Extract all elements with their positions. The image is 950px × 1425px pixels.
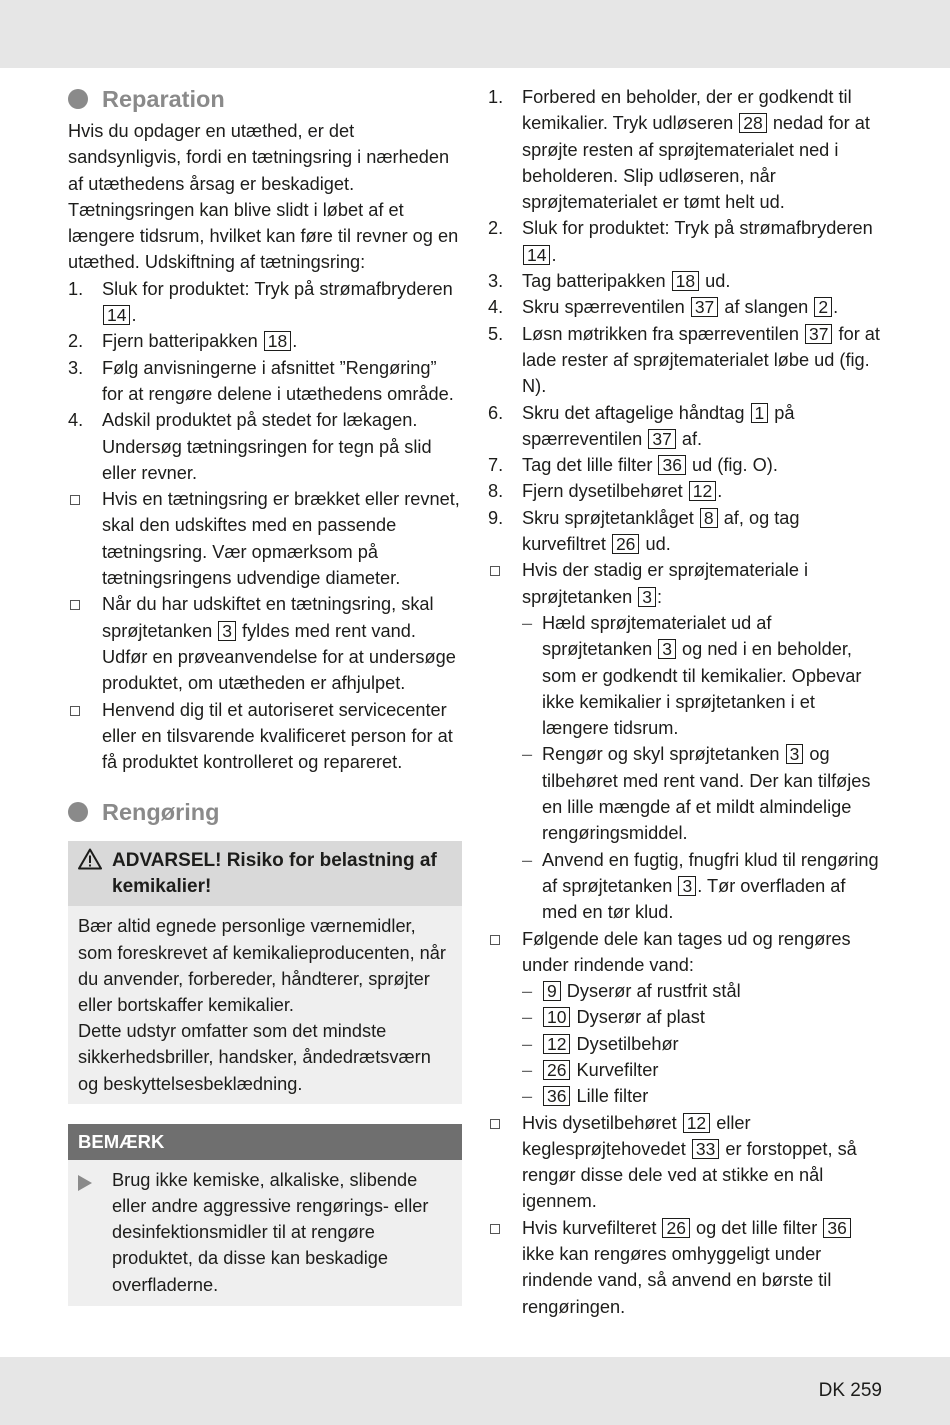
text: og det lille filter: [690, 1217, 823, 1238]
text: ud (fig. O).: [686, 455, 778, 476]
text: .: [292, 331, 298, 352]
checkbox-square: [490, 1224, 500, 1234]
left-column: [68, 84, 462, 1306]
sub-text: [542, 610, 882, 741]
play-arrow-svg: [78, 1175, 92, 1191]
dash-marker: –: [522, 849, 533, 870]
text: Hæld sprøjtematerialet ud af sprøjtetanken: [542, 612, 772, 660]
step-text: Adskil produktet på stedet for lækagen. Undersøg tætningsringen for tegn på slid eller revner.: [102, 410, 432, 483]
text: nedad for at sprøjte resten af sprøjtematerialet ned i beholderen. Slip udløseren, når sprøjtematerialet er tømt helt ud.: [522, 113, 870, 213]
list-item: [488, 452, 882, 478]
checkbox-square: [70, 600, 80, 610]
reference-number: 26: [543, 1060, 570, 1080]
bullet-dot-icon: [68, 802, 88, 822]
bullet-text: [102, 591, 462, 696]
text: fyldes med rent vand. Udfør en prøveanvendelse for at undersøge produktet, om utætheden er afhjulpet.: [102, 620, 456, 694]
top-band: [0, 0, 950, 68]
step-number: 1.: [488, 87, 504, 107]
step-number: 4.: [488, 297, 504, 318]
step-number: 3.: [488, 271, 504, 292]
step-text: [522, 452, 882, 478]
text: og ned i en beholder, som er godkendt til kemikalier. Opbevar ikke kemikalier i sprøjtetanken i et længere tidsrum.: [542, 639, 862, 739]
text: ud.: [700, 271, 731, 292]
text: af.: [676, 428, 703, 449]
list-item: [488, 215, 882, 268]
text: på spærreventilen: [522, 402, 795, 449]
dash-marker: –: [522, 612, 533, 633]
reference-number: 36: [543, 1086, 570, 1106]
text: Tag batteripakken: [522, 271, 671, 292]
reference-number: 26: [612, 534, 639, 554]
reference-number: 14: [103, 305, 130, 325]
list-item: [488, 84, 882, 215]
reference-number: 37: [648, 429, 675, 449]
text: :: [656, 586, 663, 607]
reference-number: 1: [751, 403, 769, 423]
reference-number: 3: [786, 744, 804, 764]
bullet-text: Hvis en tætningsring er brækket eller revnet, skal den udskiftes med en passende tætningsring. Vær opmærksom på tætningsringens udvendige diameter.: [102, 489, 460, 589]
text: Sluk for produktet: Tryk på strømafbryderen: [522, 218, 873, 239]
checkbox-square: [70, 495, 80, 505]
checkbox-icon: [68, 697, 102, 723]
reference-number: 36: [823, 1218, 850, 1238]
bullet-item: [488, 926, 882, 979]
dash-marker: –: [522, 1086, 533, 1107]
text: ud.: [640, 534, 671, 555]
list-item: [68, 276, 462, 329]
checkbox-icon: [68, 486, 102, 512]
text: .: [833, 297, 839, 318]
reference-number: 14: [523, 245, 550, 265]
checkbox-icon: [488, 557, 522, 583]
list-item: [488, 321, 882, 400]
warning-text-2: Dette udstyr omfatter som det mindste sikkerhedsbriller, handsker, åndedrætsværn og beskyttelsesbeklædning.: [78, 1021, 431, 1094]
list-item: [488, 478, 882, 504]
step-text: [522, 321, 882, 400]
play-arrow-icon: [78, 1167, 112, 1198]
reference-number: 10: [543, 1007, 570, 1027]
reference-number: 12: [689, 481, 716, 501]
warning-text: Bær altid egnede personlige værnemidler, som foreskrevet af kemikalieproducenten, når du anvender, forbereder, håndterer, sprøjter eller bortskaffer kemikalier.: [78, 916, 446, 1016]
step-text: [522, 268, 882, 294]
text: Sluk for produktet: Tryk på strømafbryderen: [102, 278, 453, 299]
reference-number: 3: [658, 639, 676, 659]
part-label: Dysetilbehør: [576, 1033, 679, 1054]
text: Fjern batteripakken: [102, 331, 263, 352]
text: for at lade rester af sprøjtematerialet løbe ud (fig. N).: [522, 323, 880, 397]
text: . Tør overfladen af med en tør klud.: [542, 875, 846, 923]
text: er forstoppet, så rengør disse dele ved at stikke en nål igennem.: [522, 1138, 857, 1212]
step-text: Følg anvisningerne i afsnittet ”Rengøring” for at rengøre delene i utæthedens område.: [102, 357, 454, 404]
dash-marker: –: [522, 744, 533, 765]
list-item: [488, 294, 882, 320]
text: ikke kan rengøres omhyggeligt under rindende vand, så anvend en børste til rengøringen.: [522, 1244, 832, 1317]
bullet-text: Henvend dig til et autoriseret servicecenter eller en tilsvarende kvalificeret person for at få produktet kontrolleret og repareret.: [102, 699, 453, 773]
text: af, og tag kurvefiltret: [522, 507, 800, 555]
text: Hvis dysetilbehøret: [522, 1112, 682, 1133]
warning-header: [68, 841, 462, 906]
bullet-text: Følgende dele kan tages ud og rengøres under rindende vand:: [522, 928, 851, 975]
section-heading-rengoring: [68, 797, 462, 827]
step-number: 2.: [488, 218, 504, 239]
step-number: 6.: [488, 402, 504, 423]
step-number: 9.: [488, 507, 504, 528]
checkbox-icon: [488, 1215, 522, 1241]
text: og tilbehøret med rent vand. Der kan tilføjes en lille mængde af et mildt almindelige rengøringsmiddel.: [542, 744, 871, 844]
list-item: [488, 505, 882, 558]
dash-marker: –: [522, 981, 533, 1002]
part-text: [542, 1057, 882, 1083]
warning-body: [68, 906, 462, 1103]
list-item: [488, 268, 882, 294]
reference-number: 9: [543, 981, 561, 1001]
note-body: [68, 1160, 462, 1306]
bullet-item: [488, 1215, 882, 1320]
step-number: 3.: [68, 357, 84, 378]
part-label: Lille filter: [576, 1086, 649, 1107]
heading-text: Reparation: [102, 85, 225, 112]
sub-item: [488, 741, 882, 846]
reference-number: 18: [264, 331, 291, 351]
text: Når du har udskiftet en tætningsring, skal sprøjtetanken: [102, 594, 434, 641]
step-number: 7.: [488, 455, 504, 476]
text: Tag det lille filter: [522, 455, 658, 476]
text: eller keglesprøjtehovedet: [522, 1112, 751, 1159]
step-text: [102, 276, 462, 329]
checkbox-icon: [488, 926, 522, 952]
text: Anvend en fugtig, fnugfri klud til rengøring af sprøjtetanken: [542, 849, 879, 896]
list-item: [488, 400, 882, 453]
section-heading-reparation: [68, 84, 462, 114]
reference-number: 37: [805, 324, 832, 344]
step-number: 1.: [68, 278, 84, 299]
step-text: [522, 294, 882, 320]
note-header: BEMÆRK: [68, 1124, 462, 1160]
reference-number: 37: [691, 297, 718, 317]
sub-item: [488, 610, 882, 741]
checkbox-square: [490, 566, 500, 576]
sub-text: [542, 847, 882, 926]
step-number: 8.: [488, 481, 504, 502]
bullet-dot-icon: [68, 89, 88, 109]
text: Rengør og skyl sprøjtetanken: [542, 744, 785, 765]
checkbox-square: [490, 1119, 500, 1129]
bullet-text: [522, 1110, 882, 1215]
step-number: 4.: [68, 410, 84, 431]
text: Løsn møtrikken fra spærreventilen: [522, 323, 804, 344]
sub-item: [488, 847, 882, 926]
checkbox-square: [70, 706, 80, 716]
text: Skru spærreventilen: [522, 297, 690, 318]
step-text: [102, 328, 462, 354]
part-text: [542, 1031, 882, 1057]
reference-number: 8: [700, 508, 718, 528]
reference-number: 12: [543, 1034, 570, 1054]
reference-number: 28: [739, 113, 766, 133]
bullet-item: [68, 697, 462, 776]
right-column: [488, 84, 882, 1320]
checkbox-icon: [68, 591, 102, 617]
page-number: DK 259: [818, 1380, 882, 1401]
text: Skru det aftagelige håndtag: [522, 402, 750, 423]
reference-number: 12: [683, 1113, 710, 1133]
part-item: [488, 1083, 882, 1109]
step-number: 5.: [488, 323, 504, 344]
warning-title: ADVARSEL! Risiko for belastning af kemikalier!: [112, 850, 437, 898]
text: Skru sprøjtetanklåget: [522, 507, 699, 528]
part-label: Dyserør af plast: [576, 1007, 705, 1028]
part-text: [542, 1004, 882, 1030]
part-text: [542, 978, 882, 1004]
reference-number: 3: [218, 621, 236, 641]
text: Hvis kurvefilteret: [522, 1217, 662, 1238]
part-item: [488, 1057, 882, 1083]
text: Forbered en beholder, der er godkendt til kemikalier. Tryk udløseren: [522, 87, 852, 134]
dash-marker: –: [522, 1059, 533, 1080]
note-text: Brug ikke kemiske, alkaliske, slibende eller andre aggressive rengørings- eller desinfektionsmidler til at rengøre produktet, da disse kan beskadige overfladerne.: [112, 1169, 429, 1295]
reference-number: 26: [662, 1218, 689, 1238]
text: .: [131, 305, 137, 326]
bullet-item: [488, 1110, 882, 1215]
text: .: [717, 481, 723, 502]
heading-text: Rengøring: [102, 799, 220, 826]
checkbox-square: [490, 935, 500, 945]
part-label: Kurvefilter: [576, 1059, 659, 1080]
bullet-item: [68, 486, 462, 591]
step-text: [522, 505, 882, 558]
bullet-item: [68, 591, 462, 696]
step-text: [522, 478, 882, 504]
step-text: [522, 400, 882, 453]
dash-marker: –: [522, 1007, 533, 1028]
text: af slangen: [719, 297, 814, 318]
reference-number: 3: [638, 587, 656, 607]
reference-number: 36: [658, 455, 685, 475]
text: Hvis der stadig er sprøjtemateriale i sprøjtetanken: [522, 560, 809, 607]
part-item: [488, 1004, 882, 1030]
bullet-text: [522, 557, 882, 610]
warning-triangle-icon: [78, 848, 112, 872]
list-item: [68, 328, 462, 354]
step-text: [522, 215, 882, 268]
sub-text: [542, 741, 882, 846]
bullet-text: [522, 1215, 882, 1320]
step-text: [522, 84, 882, 215]
text: .: [551, 244, 557, 265]
part-text: [542, 1083, 882, 1109]
bullet-item: [488, 557, 882, 610]
reference-number: 3: [678, 876, 696, 896]
reparation-intro: Hvis du opdager en utæthed, er det sandsynligvis, fordi en tætningsring i nærheden af utæthedens årsag er beskadiget. Tætningsringen kan blive slidt i løbet af et længere tidsrum, hvilket kan føre til revner og en utæthed. Udskiftning af tætningsring:: [68, 121, 459, 273]
reference-number: 18: [672, 271, 699, 291]
list-item: [68, 355, 462, 408]
warning-triangle-svg: [78, 848, 102, 870]
reference-number: 33: [692, 1139, 719, 1159]
reference-number: 2: [814, 297, 832, 317]
part-item: [488, 1031, 882, 1057]
step-number: 2.: [68, 331, 84, 352]
text: Fjern dysetilbehøret: [522, 481, 688, 502]
part-label: Dyserør af rustfrit stål: [566, 981, 741, 1002]
checkbox-icon: [488, 1110, 522, 1136]
list-item: [68, 407, 462, 486]
part-item: [488, 978, 882, 1004]
dash-marker: –: [522, 1033, 533, 1054]
bottom-band: [0, 1357, 950, 1425]
